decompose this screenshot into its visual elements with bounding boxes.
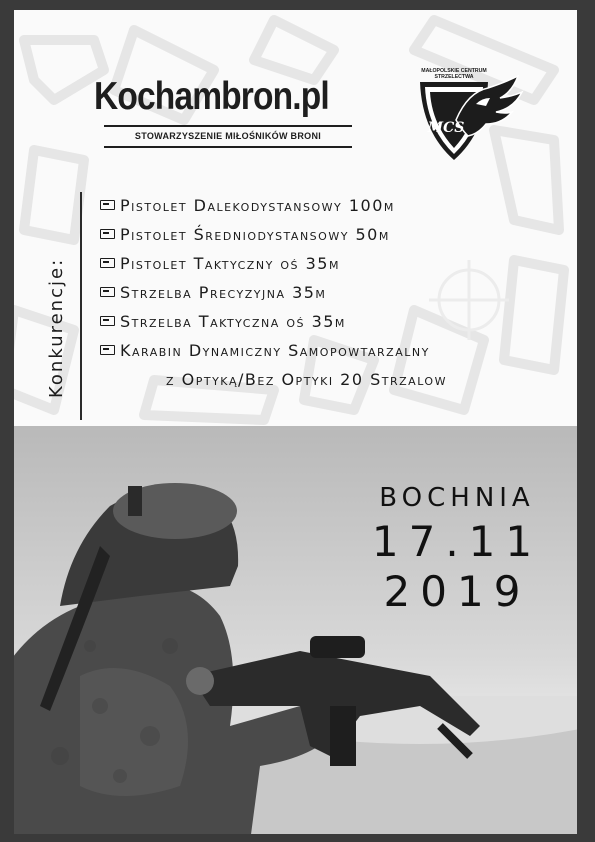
bullet-icon <box>100 287 115 297</box>
brand-title: Kochambron.pl <box>94 75 329 118</box>
list-item <box>100 254 340 273</box>
brand-subtitle: STOWARZYSZENIE MIŁOŚNIKÓW BRONI <box>134 131 322 141</box>
frame-left <box>0 0 14 842</box>
bullet-icon <box>100 258 115 268</box>
logo-initials: MCS <box>427 120 465 136</box>
top-panel <box>14 10 577 426</box>
competition-label: Pistolet Dalekodystansowy 100m <box>120 196 395 215</box>
competition-sublabel: z Optyką/Bez Optyki 20 Strzalow <box>166 370 447 389</box>
competition-label: Pistolet Taktyczny oś 35m <box>120 254 340 273</box>
brand-divider-bottom <box>104 146 352 148</box>
logo-line1: MAŁOPOLSKIE CENTRUM <box>421 68 487 74</box>
event-city: BOCHNIA <box>379 483 535 513</box>
brand-block <box>94 75 354 141</box>
list-item <box>100 196 395 215</box>
mcs-logo <box>416 62 526 172</box>
competition-label: Pistolet Średniodystansowy 50m <box>120 225 390 244</box>
brand-divider <box>104 125 352 127</box>
frame-top <box>0 0 595 10</box>
bullet-icon <box>100 200 115 210</box>
competition-label: Karabin Dynamiczny Samopowtarzalny <box>120 341 430 360</box>
bullet-icon <box>100 345 115 355</box>
frame-bottom <box>0 834 595 842</box>
list-item <box>100 283 326 302</box>
list-item <box>100 312 346 331</box>
event-year: 2019 <box>383 567 531 616</box>
event-date-block <box>362 483 552 617</box>
bullet-icon <box>100 316 115 326</box>
competitions-label: Konkurencje: <box>46 257 67 398</box>
list-item <box>100 225 390 244</box>
frame-right <box>577 0 595 842</box>
competition-label: Strzelba Precyzyjna 35m <box>120 283 327 302</box>
competitions-divider <box>80 192 82 420</box>
event-day: 17.11 <box>371 517 543 566</box>
bullet-icon <box>100 229 115 239</box>
list-item <box>100 341 430 360</box>
competition-label: Strzelba Taktyczna oś 35m <box>120 312 346 331</box>
logo-line2: STRZELECTWA <box>434 74 474 80</box>
